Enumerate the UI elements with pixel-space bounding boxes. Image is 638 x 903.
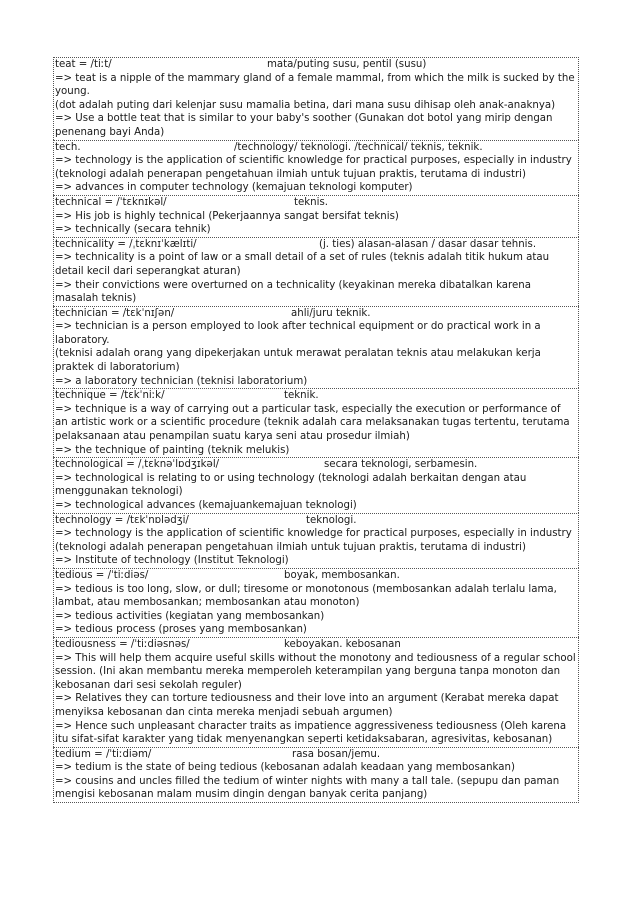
dictionary-entry — [53, 306, 579, 389]
entry-heading — [54, 307, 578, 321]
example-line: => Hence such unpleasant character traits as impatience aggressiveness tediousness (Oleh karena itu sifat-sifat karakter yang tidak menyenangkan seperti ketidaksabaran, agresivitas, kebosanan) — [55, 720, 567, 746]
example-line: => His job is highly technical (Pekerjaannya sangat bersifat teknis) — [55, 210, 399, 222]
entry-heading — [54, 514, 578, 528]
dictionary-page — [53, 57, 579, 803]
headword: technology = /tɛkˈnɒlədʒi/ — [55, 514, 189, 526]
example-line: => technological advances (kemajuankemajuan teknologi) — [55, 500, 357, 511]
example-line: => teat is a nipple of the mammary gland of a female mammal, from which the milk is sucked by the young. — [55, 72, 575, 98]
example-line: => technically (secara tehnik) — [55, 224, 211, 236]
dictionary-entry — [53, 747, 579, 803]
translation: (j. ties) alasan-alasan / dasar dasar tehnis. — [319, 238, 537, 250]
entry-heading — [54, 569, 578, 583]
headword: technological = /ˌtɛknəˈlɒdʒɪkəl/ — [55, 459, 220, 471]
example-line: => Relatives they can torture tediousness and their love into an argument (Kerabat mereka dapat menyiksa kebosanan dan cinta mereka menjadi sebuah argumen) — [55, 693, 559, 718]
example-line: => tedious process (proses yang membosankan) — [55, 624, 307, 636]
translation: mata/puting susu, pentil (susu) — [267, 59, 427, 70]
example-line: => Institute of technology (Institut Teknologi) — [55, 555, 289, 567]
headword: teat = /tiːt/ — [55, 59, 112, 70]
example-line: (dot adalah puting dari kelenjar susu mamalia betina, dari mana susu dihisap oleh anak-anaknya) — [55, 99, 556, 111]
translation: teknis. — [294, 196, 328, 208]
example-line: (teknisi adalah orang yang dipekerjakan untuk merawat peralatan teknis atau melakukan kerja praktek di laboratorium) — [55, 348, 541, 374]
example-line: => a laboratory technician (teknisi laboratorium) — [55, 375, 308, 387]
entry-heading — [54, 238, 578, 252]
entry-heading — [54, 748, 578, 762]
translation: boyak, membosankan. — [284, 569, 400, 581]
example-line: => Use a bottle teat that is similar to your baby's soother (Gunakan dot botol yang mirip dengan penenang bayi Anda) — [55, 113, 553, 138]
dictionary-entry — [53, 237, 579, 306]
entry-heading — [54, 638, 578, 652]
example-line: => cousins and uncles filled the tedium of winter nights with many a tall tale. (sepupu dan paman mengisi kebosanan malam musim dingin dengan banyak cerita panjang) — [55, 775, 560, 801]
example-line: => technology is the application of scientific knowledge for practical purposes, especially in industry — [55, 155, 572, 167]
dictionary-entry — [53, 388, 579, 457]
dictionary-entry — [53, 57, 579, 140]
dictionary-entry — [53, 513, 579, 568]
example-line: (teknologi adalah penerapan pengetahuan ilmiah untuk tujuan praktis, terutama di industri) — [55, 168, 526, 180]
headword: technique = /tɛkˈniːk/ — [55, 390, 165, 402]
example-line: => tedious is too long, slow, or dull; tiresome or monotonous (membosankan adalah terlalu lama, lambat, atau membosankan; membosankan atau monoton) — [55, 583, 557, 609]
example-line: (teknologi adalah penerapan pengetahuan ilmiah untuk tujuan praktis, terutama di industri) — [55, 541, 526, 553]
entry-heading — [54, 58, 578, 72]
dictionary-entry — [53, 195, 579, 237]
example-line: => This will help them acquire useful skills without the monotony and tediousness of a regular school session. (Ini akan membantu mereka memperoleh keterampilan yang berguna tanpa monoton dan kebosanan dari sesi sekolah reguler) — [55, 652, 576, 691]
example-line: => their convictions were overturned on a technicality (keyakinan mereka dibatalkan karena masalah teknis) — [55, 279, 531, 305]
example-line: => technician is a person employed to look after technical equipment or do practical work in a laboratory. — [55, 321, 541, 346]
headword: tedium = /ˈtiːdiəm/ — [55, 748, 152, 760]
example-line: => technology is the application of scientific knowledge for practical purposes, especially in industry — [55, 528, 572, 540]
dictionary-entry — [53, 568, 579, 637]
headword: technical = /ˈtɛknɪkəl/ — [55, 196, 167, 208]
example-line: => the technique of painting (teknik melukis) — [55, 444, 290, 456]
entry-heading — [54, 458, 578, 472]
translation: teknik. — [284, 390, 319, 402]
headword: technicality = /ˌtɛknɪˈkælɪti/ — [55, 238, 197, 250]
dictionary-entry — [53, 637, 579, 747]
translation: ahli/juru teknik. — [291, 307, 371, 319]
example-line: => technicality is a point of law or a small detail of a set of rules (teknis adalah titik hukum atau detail kecil dari seperangkat aturan) — [55, 252, 550, 277]
entry-heading — [54, 389, 578, 403]
translation: teknologi. — [306, 514, 357, 526]
example-line: => technological is relating to or using technology (teknologi adalah berkaitan dengan atau menggunakan teknologi) — [55, 472, 527, 498]
entry-heading — [54, 196, 578, 210]
example-line: => technique is a way of carrying out a particular task, especially the execution or performance of an artistic work or a scientific procedure (teknik adalah cara melaksanakan tugas tertentu, terutama pelaksanaan atau penampilan suatu karya seni atau prosedur ilmiah) — [55, 403, 570, 443]
example-line: => advances in computer technology (kemajuan teknologi komputer) — [55, 182, 413, 194]
headword: tedious = /ˈtiːdiəs/ — [55, 569, 149, 581]
translation: rasa bosan/jemu. — [292, 748, 381, 760]
example-line: => tedium is the state of being tedious (kebosanan adalah keadaan yang membosankan) — [55, 762, 515, 774]
translation: secara teknologi, serbamesin. — [324, 459, 478, 471]
headword: technician = /tɛkˈnɪʃən/ — [55, 307, 175, 319]
translation: keboyakan. kebosanan — [284, 638, 401, 650]
dictionary-entry — [53, 457, 579, 512]
headword: tediousness = /ˈtiːdiəsnəs/ — [55, 638, 190, 650]
example-line: => tedious activities (kegiatan yang membosankan) — [55, 610, 325, 622]
entry-heading — [54, 141, 578, 155]
headword: tech. — [55, 141, 81, 153]
translation: /technology/ teknologi. /technical/ teknis, teknik. — [234, 141, 483, 153]
dictionary-entry — [53, 140, 579, 195]
